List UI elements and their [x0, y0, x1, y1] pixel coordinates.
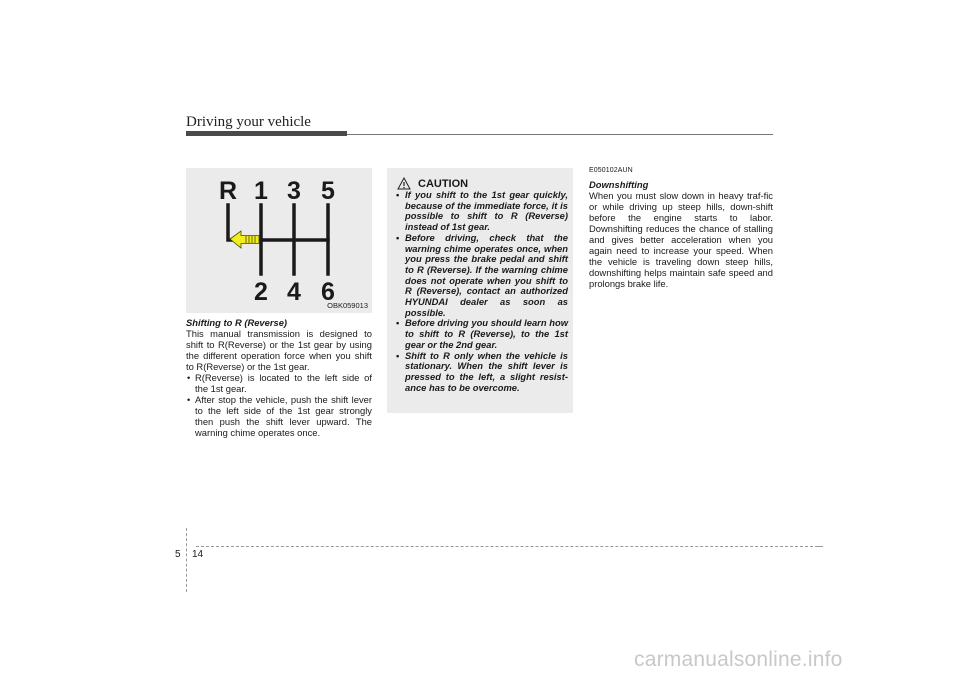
left-column [186, 317, 372, 438]
gear-label-1: 1 [254, 177, 268, 205]
reverse-gate-line [228, 205, 261, 240]
downshifting-paragraph: When you must slow down in heavy traf-fic or while driving up steep hills, down-shift before the engine starts to labor. Downshifting reduces the chance of stalling and gives better acceleration when you again need to increase your speed. When the vehicle is traveling down steep hills, downshifting helps maintain safe speed and prolongs brake life. [589, 190, 773, 289]
shifting-bullets [186, 372, 372, 438]
shifting-heading: Shifting to R (Reverse) [186, 317, 288, 328]
list-item: • Before driving you should learn how to shift to R (Reverse), to the 1st gear or the 2nd gear. [396, 318, 568, 350]
shifting-paragraph: This manual transmission is designed to shift to R(Reverse) or the 1st gear by using the different operation force when you shift to R(Reverse) or the 1st gear. [186, 328, 372, 372]
list-item: • R(Reverse) is located to the left side of the 1st gear. [186, 372, 372, 394]
watermark: carmanualsonline.info [634, 648, 843, 671]
section-title: Driving your vehicle [186, 114, 311, 130]
figure-code: OBK059013 [327, 301, 368, 310]
title-bar [186, 131, 347, 136]
gear-label-4: 4 [287, 278, 301, 306]
footer-divider [186, 528, 187, 592]
gear-label-5: 5 [321, 177, 335, 205]
right-column [589, 165, 773, 289]
caution-box [387, 168, 573, 413]
list-item: • Shift to R only when the vehicle is stationary. When the shift lever is pressed to the left, a slight resist-ance has to be overcome. [396, 351, 568, 394]
section-code: E050102AUN [589, 167, 633, 174]
gear-label-3: 3 [287, 177, 301, 205]
gear-label-r: R [218, 177, 238, 205]
list-item: • Before driving, check that the warning chime operates once, when you press the brake pedal and shift to R (Reverse). If the warning chime does not operate when you shift to R (Reverse), contact an authorized HYUNDAI dealer as soon as possible. [396, 233, 568, 319]
gear-label-2: 2 [254, 278, 268, 306]
downshifting-heading: Downshifting [589, 179, 649, 190]
gear-shift-figure [186, 168, 372, 313]
list-item: • After stop the vehicle, push the shift lever to the left side of the 1st gear strongly then push the shift lever upward. The warning chime operates once. [186, 394, 372, 438]
page-number: 14 [192, 549, 204, 560]
caution-list [396, 190, 568, 393]
caution-header [397, 172, 468, 190]
title-rule [347, 134, 773, 135]
gear-pattern-diagram [186, 168, 372, 313]
left-arrow-icon [230, 231, 259, 248]
footer-rule-end [818, 546, 823, 547]
caution-title: CAUTION [418, 178, 469, 190]
footer-rule [196, 546, 818, 547]
chapter-number: 5 [175, 549, 181, 560]
gear-label-6: 6 [321, 278, 335, 306]
list-item: • If you shift to the 1st gear quickly, because of the immediate force, it is possible to shift to R (Reverse) instead of 1st gear. [396, 190, 568, 233]
